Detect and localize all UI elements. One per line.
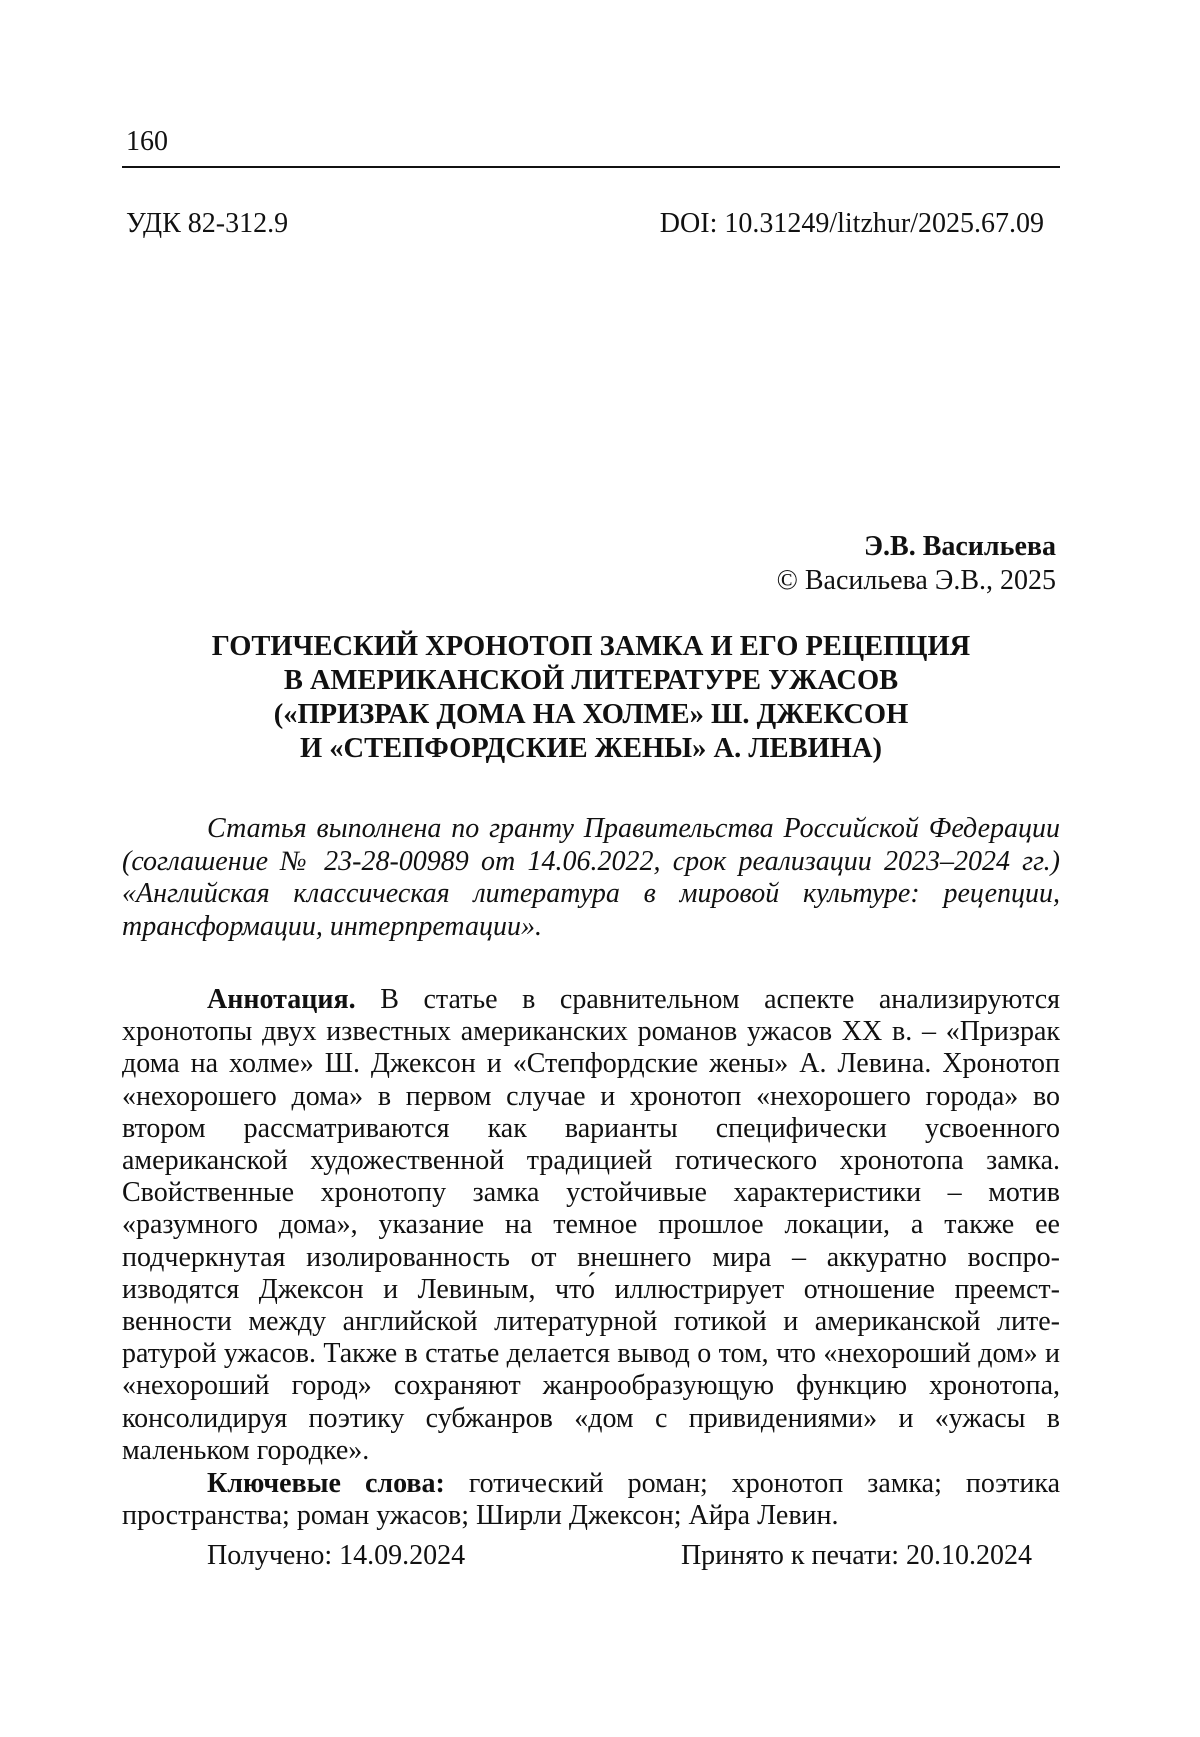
udk-code: УДК 82-312.9 — [126, 208, 289, 239]
title-line: В АМЕРИКАНСКОЙ ЛИТЕРАТУРЕ УЖАСОВ — [283, 665, 899, 696]
abstract — [122, 984, 1060, 1467]
author-name: Э.В. Васильева — [864, 531, 1056, 562]
grant-note: Статья выполнена по гранту Правительства Российской Федерации (соглашение № 23-28-00989 от 14.06.2022, срок реализации 2023–2024 гг.) «Английская классическая литература в мировой культуре: рецепции, трансформации, интерпретации». — [122, 813, 1060, 942]
doi-identifier: DOI: 10.31249/litzhur/2025.67.09 — [659, 208, 1044, 239]
title-line: И «СТЕПФОРДСКИЕ ЖЕНЫ» А. ЛЕВИНА) — [299, 733, 883, 764]
accepted-date: Принято к печати: 20.10.2024 — [680, 1540, 1032, 1571]
header-divider — [122, 166, 1060, 168]
keywords-label: Ключевые слова: — [207, 1468, 445, 1499]
received-date: Получено: 14.09.2024 — [207, 1540, 466, 1571]
keywords-text: готический роман; хронотоп замка; поэтика пространства; роман ужасов; Ширли Джексон; Айра Левин. — [122, 1468, 1061, 1531]
title-line: («ПРИЗРАК ДОМА НА ХОЛМЕ» Ш. ДЖЕКСОН — [273, 699, 909, 730]
keywords — [122, 1468, 1060, 1532]
author-copyright: © Васильева Э.В., 2025 — [776, 565, 1056, 596]
abstract-label: Аннотация. — [207, 984, 356, 1015]
article-title — [122, 630, 1060, 766]
title-line: ГОТИЧЕСКИЙ ХРОНОТОП ЗАМКА И ЕГО РЕЦЕПЦИЯ — [211, 631, 971, 662]
page-number: 160 — [126, 126, 168, 157]
abstract-text: В статье в сравнительном аспекте анализируются хронотопы двух известных американских романов ужасов XX в. – «Призрак дома на холме» Ш. Джексон и «Степфордские жены» А. Левина. Хронотоп «нехорошего дома» в первом случае и хронотоп «нехорошего города» во втором рассматриваются как варианты специфически усвоенного американской художественной традицией готического хронотопа замка. Свойственные хронотопу замка устойчивые характеристики – мотив «разумного дома», указание на темное прошлое локации, а также ее подчеркнутая изолированность от внешнего мира – аккуратно воспроизводятся Джексон и Левиным, что́ иллюстрирует отношение преемственности между английской литературной готикой и американской литературой ужасов. Также в статье делается вывод о том, что «нехороший дом» и «нехороший город» сохраняют жанрообразующую функцию хронотопа, консолидируя поэтику субжанров «дом с привидениями» и «ужасы в маленьком городке». — [122, 984, 1060, 1466]
author-block — [777, 530, 1056, 598]
